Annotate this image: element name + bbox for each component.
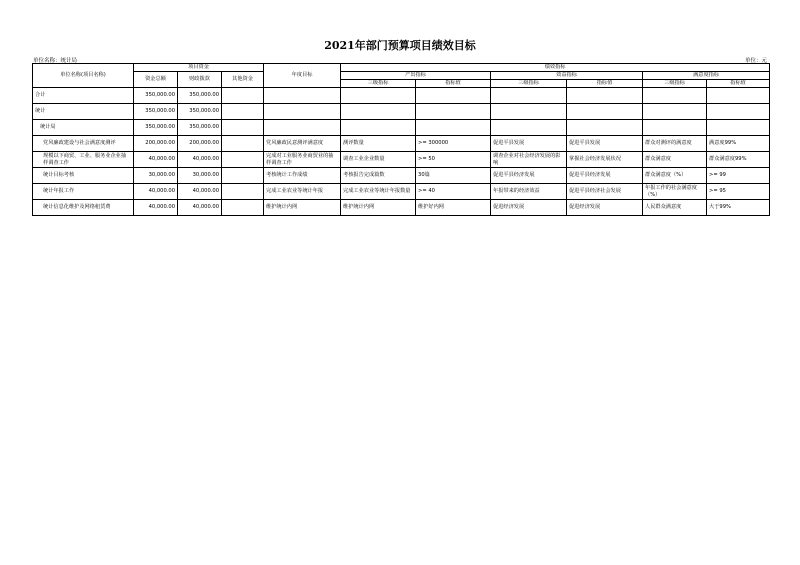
header-fiscal-alloc: 财政拨款 [178, 72, 222, 88]
cell-project-name: 统计 [33, 104, 134, 120]
cell-output-indicator [341, 88, 416, 104]
cell-fiscal-alloc: 30,000.00 [178, 168, 222, 184]
cell-satisfaction-value [707, 104, 770, 120]
header-satisfaction-level3: 三级指标 [643, 80, 707, 88]
cell-total-funds: 200,000.00 [134, 136, 178, 152]
cell-output-indicator [341, 104, 416, 120]
cell-output-value: 30篇 [416, 168, 491, 184]
cell-effect-value: 掌握社会经济发展状况 [567, 152, 643, 168]
header-annual-goal: 年度目标 [264, 64, 341, 88]
cell-fiscal-alloc: 200,000.00 [178, 136, 222, 152]
cell-project-name: 统计年报工作 [33, 184, 134, 200]
cell-effect-indicator: 年报带来的经济效益 [491, 184, 567, 200]
cell-satisfaction-value: >= 95 [707, 184, 770, 200]
header-perf-indicators: 绩效指标 [341, 64, 770, 72]
cell-output-indicator: 维护统计内网 [341, 200, 416, 216]
cell-effect-indicator [491, 120, 567, 136]
currency-unit-label: 单位：元 [744, 58, 767, 64]
table-row-project [33, 136, 770, 152]
cell-annual-goal [264, 88, 341, 104]
cell-output-indicator: 测评数量 [341, 136, 416, 152]
header-satisfaction-indicators: 满意度指标 [643, 72, 770, 80]
cell-total-funds: 350,000.00 [134, 120, 178, 136]
cell-project-name: 规模以下商贸、工业、服务业企业抽样调查工作 [33, 152, 134, 168]
cell-fiscal-alloc: 40,000.00 [178, 152, 222, 168]
header-project-funds: 项目资金 [134, 64, 264, 72]
cell-satisfaction-indicator [643, 88, 707, 104]
cell-effect-indicator: 促进经济发展 [491, 200, 567, 216]
cell-satisfaction-indicator: 群众满意度 [643, 152, 707, 168]
cell-output-value: >= 40 [416, 184, 491, 200]
cell-annual-goal [264, 120, 341, 136]
cell-other-funds [222, 136, 264, 152]
cell-annual-goal [264, 104, 341, 120]
cell-total-funds: 40,000.00 [134, 152, 178, 168]
header-row-1 [33, 64, 770, 72]
cell-effect-value: 促进经济发展 [567, 200, 643, 216]
cell-effect-value: 促进平县经济发展 [567, 168, 643, 184]
performance-table [32, 63, 770, 216]
cell-project-name: 统计目标考核 [33, 168, 134, 184]
cell-fiscal-alloc: 40,000.00 [178, 200, 222, 216]
cell-other-funds [222, 184, 264, 200]
header-output-value: 指标值 [416, 80, 491, 88]
cell-output-indicator: 完成工业农业等统计年报数量 [341, 184, 416, 200]
table-row-project [33, 152, 770, 168]
cell-fiscal-alloc: 350,000.00 [178, 120, 222, 136]
cell-satisfaction-value: 满意度99% [707, 136, 770, 152]
cell-annual-goal: 完成对工业服务业商贸业的抽样调查工作 [264, 152, 341, 168]
cell-other-funds [222, 104, 264, 120]
cell-total-funds: 350,000.00 [134, 88, 178, 104]
header-total-funds: 资金总额 [134, 72, 178, 88]
cell-effect-indicator: 促进平县发展 [491, 136, 567, 152]
cell-fiscal-alloc: 40,000.00 [178, 184, 222, 200]
header-satisfaction-value: 指标值 [707, 80, 770, 88]
cell-fiscal-alloc: 350,000.00 [178, 88, 222, 104]
cell-other-funds [222, 168, 264, 184]
cell-satisfaction-value: 群众满意度99% [707, 152, 770, 168]
cell-annual-goal: 考核统计工作成绩 [264, 168, 341, 184]
cell-output-value [416, 88, 491, 104]
cell-satisfaction-indicator: 年报工作的社会满意度（%） [643, 184, 707, 200]
cell-annual-goal: 党风廉政民意测评满意度 [264, 136, 341, 152]
cell-project-name: 统计局 [33, 120, 134, 136]
cell-total-funds: 40,000.00 [134, 200, 178, 216]
header-other-funds: 其他资金 [222, 72, 264, 88]
cell-satisfaction-value [707, 88, 770, 104]
header-row-2 [33, 72, 770, 80]
table-row-project [33, 200, 770, 216]
table-row-project [33, 168, 770, 184]
header-project-name: 单位名称(项目名称) [33, 64, 134, 88]
cell-annual-goal: 维护统计内网 [264, 200, 341, 216]
cell-project-name: 统计信息化维护及网络租赁费 [33, 200, 134, 216]
cell-fiscal-alloc: 350,000.00 [178, 104, 222, 120]
cell-total-funds: 40,000.00 [134, 184, 178, 200]
cell-effect-indicator: 促进平县经济发展 [491, 168, 567, 184]
table-row-total [33, 88, 770, 104]
header-effect-indicators: 效益指标 [491, 72, 643, 80]
header-output-indicators: 产出指标 [341, 72, 491, 80]
cell-total-funds: 30,000.00 [134, 168, 178, 184]
cell-other-funds [222, 120, 264, 136]
unit-name-label: 单位名称：统计局 [33, 58, 78, 64]
cell-satisfaction-indicator: 群众满意度（%） [643, 168, 707, 184]
table-row-project [33, 184, 770, 200]
cell-project-name: 党风廉政建设与社会满意度测评 [33, 136, 134, 152]
header-effect-level3: 三级指标 [491, 80, 567, 88]
cell-output-value [416, 104, 491, 120]
cell-satisfaction-value: >= 99 [707, 168, 770, 184]
cell-effect-value [567, 88, 643, 104]
cell-satisfaction-indicator: 群众对测评的满意度 [643, 136, 707, 152]
cell-project-name: 合计 [33, 88, 134, 104]
cell-effect-value [567, 104, 643, 120]
cell-effect-value: 促进平县经济社会发展 [567, 184, 643, 200]
cell-effect-value [567, 120, 643, 136]
cell-effect-value: 促进平县发展 [567, 136, 643, 152]
cell-other-funds [222, 88, 264, 104]
cell-other-funds [222, 152, 264, 168]
table-row-unit [33, 120, 770, 136]
cell-effect-indicator [491, 88, 567, 104]
cell-annual-goal: 完成工业农业等统计年报 [264, 184, 341, 200]
cell-satisfaction-value [707, 120, 770, 136]
cell-output-value: 维护好内网 [416, 200, 491, 216]
cell-output-value: >= 50 [416, 152, 491, 168]
cell-satisfaction-indicator [643, 104, 707, 120]
cell-output-indicator: 考核报告完成篇数 [341, 168, 416, 184]
cell-satisfaction-value: 大于99% [707, 200, 770, 216]
document-title: 2021年部门预算项目绩效目标 [324, 39, 476, 52]
cell-effect-indicator [491, 104, 567, 120]
cell-output-indicator: 调查工业企业数量 [341, 152, 416, 168]
cell-output-value [416, 120, 491, 136]
table-row-category [33, 104, 770, 120]
header-effect-value: 指标值 [567, 80, 643, 88]
cell-other-funds [222, 200, 264, 216]
cell-output-value: >= 300000 [416, 136, 491, 152]
cell-output-indicator [341, 120, 416, 136]
cell-effect-indicator: 调查企业对社会经济发展的影响 [491, 152, 567, 168]
cell-satisfaction-indicator [643, 120, 707, 136]
cell-total-funds: 350,000.00 [134, 104, 178, 120]
header-output-level3: 三级指标 [341, 80, 416, 88]
cell-satisfaction-indicator: 人民群众满意度 [643, 200, 707, 216]
